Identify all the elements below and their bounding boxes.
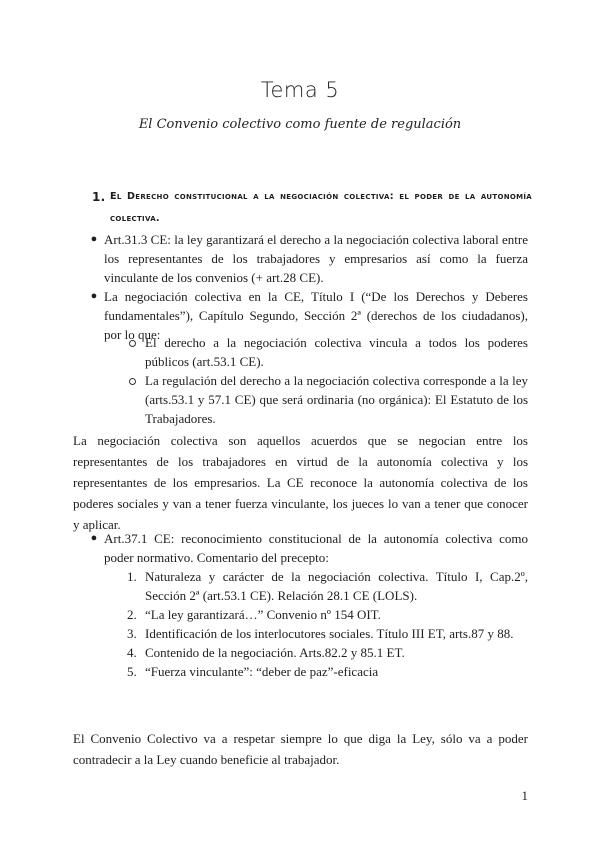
list-item: ● Art.37.1 CE: reconocimiento constitucional de la autonomía colectiva como poder normativo. Comentario del precepto:: [88, 529, 528, 567]
list-item: ● Art.31.3 CE: la ley garantizará el derecho a la negociación colectiva laboral entre los representantes de los trabajadores y empresarios así como la fuerza vinculante de los convenios (+ art.28 CE).: [88, 230, 528, 287]
numbered-item: 1. Naturaleza y carácter de la negociación colectiva. Título I, Cap.2º, Sección 2ª (art.53.1 CE). Relación 28.1 CE (LOLS).: [127, 569, 528, 603]
section-heading: [92, 186, 532, 230]
paragraph: La negociación colectiva son aquellos acuerdos que se negocian entre los representantes de los trabajadores en virtud de la autonomía colectiva y los representantes de los empresarios. La CE reconoce la autonomía colectiva de los poderes sociales y van a tener fuerza vinculante, los jueces lo van a tener que conocer y aplicar.: [73, 433, 528, 532]
page-title: Tema 5: [260, 78, 340, 102]
list-item: La regulación del derecho a la negociación colectiva corresponde a la ley (arts.53.1 y 57.1 CE) que será ordinaria (no orgánica): El Estatuto de los Trabajadores.: [125, 371, 528, 428]
hollow-bullet-icon: [129, 378, 136, 385]
numbered-item: 3. Identificación de los interlocutores sociales. Título III ET, arts.87 y 88.: [127, 626, 514, 641]
numbered-item: 4. Contenido de la negociación. Arts.82.2 y 85.1 ET.: [127, 645, 405, 660]
paragraph: El Convenio Colectivo va a respetar siempre lo que diga la Ley, sólo va a poder contradecir a la Ley cuando beneficie al trabajador.: [73, 731, 528, 767]
section-heading-text: El Derecho constitucional a la negociación colectiva: el poder de la autonomía colectiva.: [110, 191, 532, 224]
list-item: ● La negociación colectiva en la CE, Título I (“De los Derechos y Deberes fundamentales”), Capítulo Segundo, Sección 2ª (derechos de los ciudadanos), por lo que:: [88, 287, 528, 344]
bullet-dot-icon: ●: [90, 290, 98, 302]
numbered-item: 5. “Fuerza vinculante”: “deber de paz”-eficacia: [127, 664, 379, 679]
page-subtitle: El Convenio colectivo como fuente de regulación: [138, 117, 462, 132]
hollow-bullet-icon: [129, 340, 136, 347]
bullet-list-2: [88, 529, 528, 567]
bullet-dot-icon: ●: [90, 233, 98, 245]
section-number: 1.: [92, 190, 106, 204]
numbered-item: 2. “La ley garantizará…” Convenio nº 154 OIT.: [127, 607, 381, 622]
list-item: El derecho a la negociación colectiva vincula a todos los poderes públicos (art.53.1 CE).: [125, 333, 528, 371]
sub-bullet-list: [125, 333, 528, 428]
bullet-dot-icon: ●: [90, 532, 98, 544]
numbered-list: [125, 567, 528, 681]
page-number: 1: [521, 788, 528, 803]
bullet-list-1: [88, 230, 528, 344]
